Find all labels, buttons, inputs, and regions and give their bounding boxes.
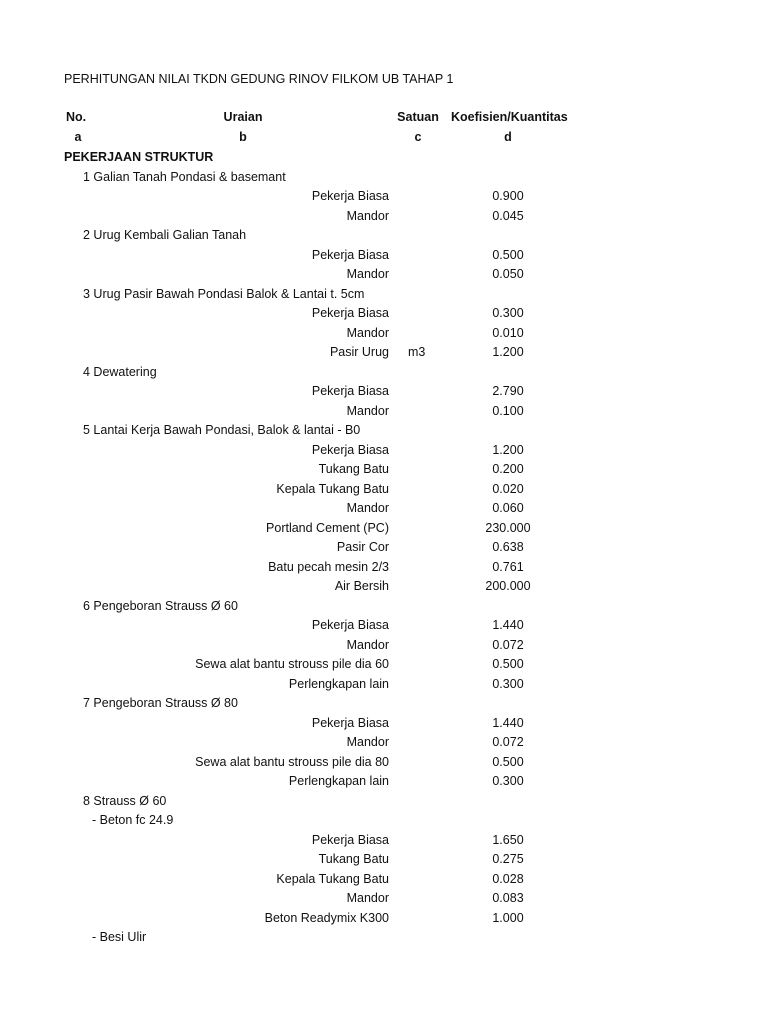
detail-label: Mandor — [346, 637, 389, 652]
item-title: 4 Dewatering — [83, 364, 157, 379]
header-sub-d: d — [504, 130, 512, 144]
detail-value: 0.761 — [492, 559, 524, 574]
item-title: 5 Lantai Kerja Bawah Pondasi, Balok & lantai - B0 — [83, 423, 361, 437]
detail-value: 2.790 — [492, 384, 524, 398]
item-title: 8 Strauss Ø 60 — [83, 793, 167, 808]
detail-label: Portland Cement (PC) — [266, 520, 389, 535]
detail-label: Pasir Cor — [336, 540, 389, 554]
detail-label: Pekerja Biasa — [311, 384, 389, 398]
detail-label: Sewa alat bantu strouss pile dia 80 — [195, 754, 389, 769]
sub-item-title: - Besi Ulir — [92, 930, 147, 944]
item-title: 7 Pengeboran Strauss Ø 80 — [83, 696, 238, 710]
detail-value: 0.020 — [492, 481, 524, 496]
detail-value: 1.200 — [492, 442, 524, 457]
detail-label: Sewa alat bantu strouss pile dia 60 — [195, 657, 389, 671]
detail-value: 0.072 — [492, 637, 524, 652]
detail-value: 0.083 — [492, 891, 524, 905]
detail-label: Pekerja Biasa — [311, 832, 389, 847]
detail-value: 1.000 — [492, 910, 524, 925]
detail-value: 0.200 — [492, 462, 524, 476]
detail-unit: m3 — [408, 345, 426, 359]
detail-value: 0.100 — [492, 403, 524, 418]
document-title: PERHITUNGAN NILAI TKDN GEDUNG RINOV FILKOM UB TAHAP 1 — [64, 72, 454, 86]
detail-value: 0.300 — [492, 774, 524, 788]
detail-label: Pekerja Biasa — [311, 306, 389, 320]
detail-value: 1.440 — [492, 715, 524, 730]
detail-value: 1.650 — [492, 832, 524, 847]
section-title: PEKERJAAN STRUKTUR — [64, 150, 214, 164]
detail-value: 0.638 — [492, 540, 524, 554]
detail-label: Pekerja Biasa — [311, 618, 389, 632]
detail-value: 0.900 — [492, 189, 524, 203]
detail-label: Kepala Tukang Batu — [276, 481, 389, 496]
detail-label: Pekerja Biasa — [311, 247, 389, 262]
detail-value: 1.200 — [492, 345, 524, 359]
sub-item-title: - Beton fc 24.9 — [92, 813, 174, 827]
detail-value: 0.060 — [492, 501, 524, 515]
detail-label: Tukang Batu — [318, 462, 389, 476]
item-title: 3 Urug Pasir Bawah Pondasi Balok & Lantai t. 5cm — [83, 286, 365, 301]
detail-value: 0.028 — [492, 871, 524, 886]
detail-label: Mandor — [346, 403, 389, 418]
detail-value: 0.500 — [492, 657, 524, 671]
detail-value: 200.000 — [485, 579, 531, 593]
detail-value: 0.500 — [492, 247, 524, 262]
header-satuan: Satuan — [397, 110, 439, 124]
detail-label: Mandor — [346, 208, 389, 223]
detail-label: Pekerja Biasa — [311, 442, 389, 457]
detail-label: Mandor — [346, 735, 389, 749]
detail-value: 0.500 — [492, 754, 524, 769]
detail-label: Mandor — [346, 267, 389, 281]
header-koefisien: Koefisien/Kuantitas — [451, 110, 568, 124]
header-uraian: Uraian — [223, 110, 263, 124]
detail-label: Perlengkapan lain — [288, 676, 389, 691]
detail-label: Tukang Batu — [318, 852, 389, 866]
header-sub-c: c — [414, 130, 422, 144]
detail-label: Air Bersih — [334, 579, 389, 593]
detail-label: Perlengkapan lain — [288, 774, 389, 788]
detail-label: Beton Readymix K300 — [264, 910, 389, 925]
detail-value: 0.010 — [492, 325, 524, 340]
detail-value: 1.440 — [492, 618, 524, 632]
detail-label: Mandor — [346, 501, 389, 515]
detail-value: 0.072 — [492, 735, 524, 749]
detail-value: 0.300 — [492, 306, 524, 320]
detail-value: 0.300 — [492, 676, 524, 691]
item-title: 2 Urug Kembali Galian Tanah — [83, 228, 247, 242]
header-no: No. — [66, 110, 87, 124]
detail-value: 230.000 — [485, 520, 531, 535]
header-sub-b: b — [239, 130, 247, 144]
detail-label: Kepala Tukang Batu — [276, 871, 389, 886]
detail-label: Mandor — [346, 891, 389, 905]
header-sub-a: a — [74, 130, 82, 144]
detail-label: Pekerja Biasa — [311, 715, 389, 730]
detail-label: Batu pecah mesin 2/3 — [268, 559, 389, 574]
detail-label: Pasir Urug — [329, 345, 389, 359]
item-title: 6 Pengeboran Strauss Ø 60 — [83, 598, 238, 613]
detail-value: 0.275 — [492, 852, 524, 866]
detail-label: Pekerja Biasa — [311, 189, 389, 203]
detail-value: 0.045 — [492, 208, 524, 223]
detail-label: Mandor — [346, 325, 389, 340]
detail-value: 0.050 — [492, 267, 524, 281]
item-title: 1 Galian Tanah Pondasi & basemant — [83, 169, 286, 184]
